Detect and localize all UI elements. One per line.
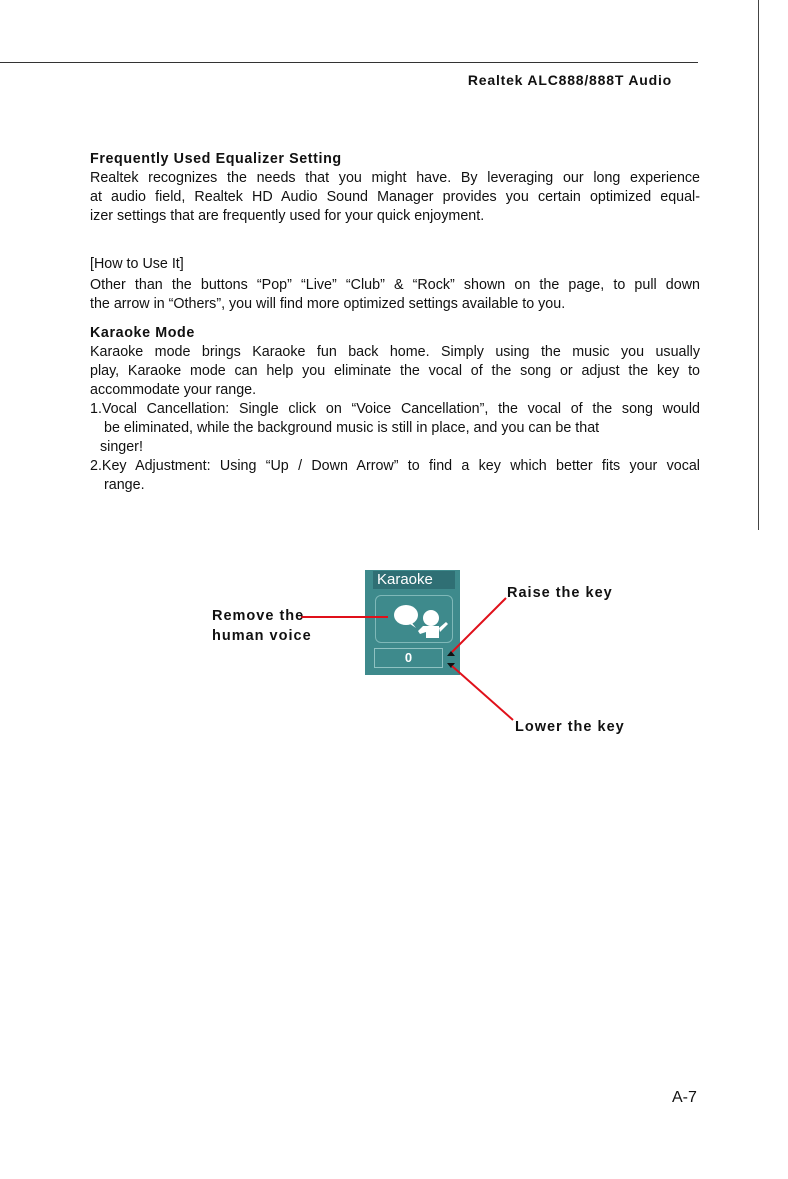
item2-line: 2.Key Adjustment: Using “Up / Down Arrow” to find a key which better fits your vocal xyxy=(90,458,700,474)
karaoke-line: accommodate your range. xyxy=(90,382,257,398)
eq-line: Realtek recognizes the needs that you might have. By leveraging our long experience xyxy=(90,170,700,186)
raise-callout-line xyxy=(452,598,506,652)
karaoke-line: Karaoke mode brings Karaoke fun back home. Simply using the music you usually xyxy=(90,344,700,360)
karaoke-line: play, Karaoke mode can help you eliminate the vocal of the song or adjust the key to xyxy=(90,363,700,379)
eq-line: izer settings that are frequently used for your quick enjoyment. xyxy=(90,208,485,224)
remove-voice-callout xyxy=(212,606,312,646)
karaoke-title: Karaoke Mode xyxy=(90,325,195,341)
item1-line: singer! xyxy=(100,439,143,455)
page-number: A-7 xyxy=(672,1089,697,1106)
callout-text: Remove the xyxy=(212,608,305,624)
item1-line: be eliminated, while the background music is still in place, and you can be that xyxy=(104,420,600,436)
item2-line: range. xyxy=(104,477,145,493)
eq-title: Frequently Used Equalizer Setting xyxy=(90,151,342,167)
key-value-display: 0 xyxy=(374,648,443,668)
howto-line: the arrow in “Others”, you will find more optimized settings available to you. xyxy=(90,296,566,312)
lower-key-callout: Lower the key xyxy=(515,719,625,735)
lower-callout-line xyxy=(452,666,513,720)
eq-line: at audio field, Realtek HD Audio Sound Manager provides you certain optimized equal- xyxy=(90,189,700,205)
item1-line: 1.Vocal Cancellation: Single click on “Voice Cancellation”, the vocal of the song would xyxy=(90,401,700,417)
karaoke-panel-title: Karaoke xyxy=(373,571,455,589)
howto-title: [How to Use It] xyxy=(90,256,184,272)
running-header: Realtek ALC888/888T Audio xyxy=(467,72,672,88)
callout-text: human voice xyxy=(212,628,312,644)
howto-line: Other than the buttons “Pop” “Live” “Club” & “Rock” shown on the page, to pull down xyxy=(90,277,700,293)
raise-key-callout: Raise the key xyxy=(507,585,613,601)
